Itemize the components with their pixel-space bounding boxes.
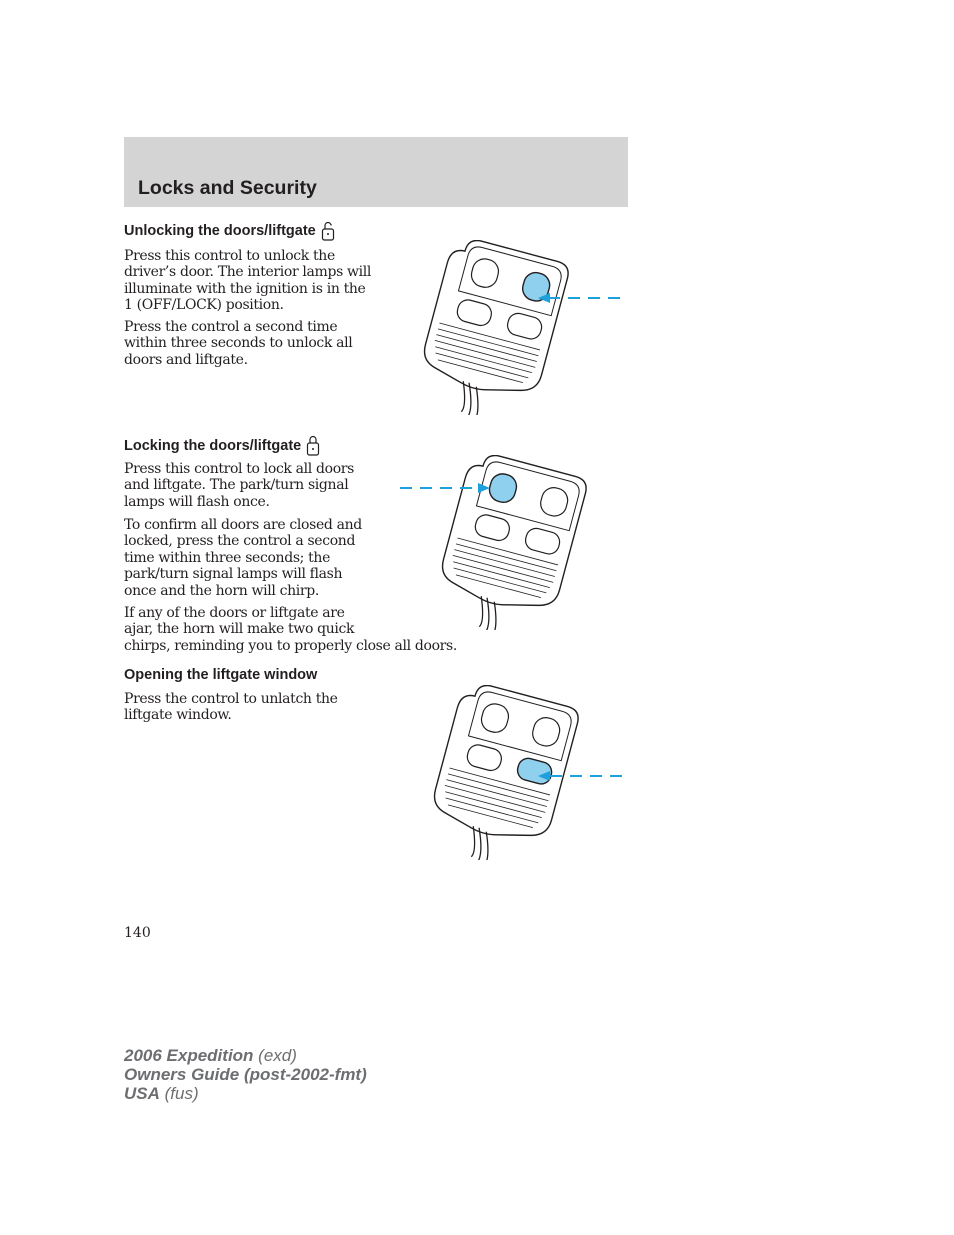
keyfob-liftgate-illustration bbox=[420, 685, 630, 860]
page-number: 140 bbox=[124, 925, 151, 941]
document-footer: 2006 Expedition (exd) Owners Guide (post-2002-fmt) USA (fus) bbox=[124, 1046, 367, 1103]
keyfob-lock-illustration bbox=[398, 455, 598, 630]
unlock-icon bbox=[321, 221, 335, 241]
lock-icon bbox=[306, 435, 320, 457]
page-title: Locks and Security bbox=[138, 177, 317, 199]
section-heading-unlocking: Unlocking the doors/liftgate bbox=[124, 221, 335, 241]
section-header-band bbox=[124, 137, 628, 207]
lock-paragraph-3: If any of the doors or liftgate are ajar, the horn will make two quick chirps, reminding you to properly close all doors. bbox=[124, 605, 457, 654]
lock-paragraph-2: To confirm all doors are closed and locked, press the control a second time within three seconds; the park/turn signal lamps will flash once and the horn will chirp. bbox=[124, 517, 362, 599]
keyfob-unlock-illustration bbox=[410, 240, 630, 415]
unlock-paragraph-1: Press this control to unlock the driver’s door. The interior lamps will illuminate with the ignition is in the 1 (OFF/LOCK) position. bbox=[124, 248, 372, 314]
liftgate-paragraph-1: Press the control to unlatch the liftgate window. bbox=[124, 691, 338, 724]
section-heading-locking: Locking the doors/liftgate bbox=[124, 435, 320, 457]
section-heading-liftgate-window: Opening the liftgate window bbox=[124, 667, 318, 683]
lock-paragraph-1: Press this control to lock all doors and liftgate. The park/turn signal lamps will flash once. bbox=[124, 461, 354, 510]
unlock-paragraph-2: Press the control a second time within three seconds to unlock all doors and liftgate. bbox=[124, 319, 353, 368]
